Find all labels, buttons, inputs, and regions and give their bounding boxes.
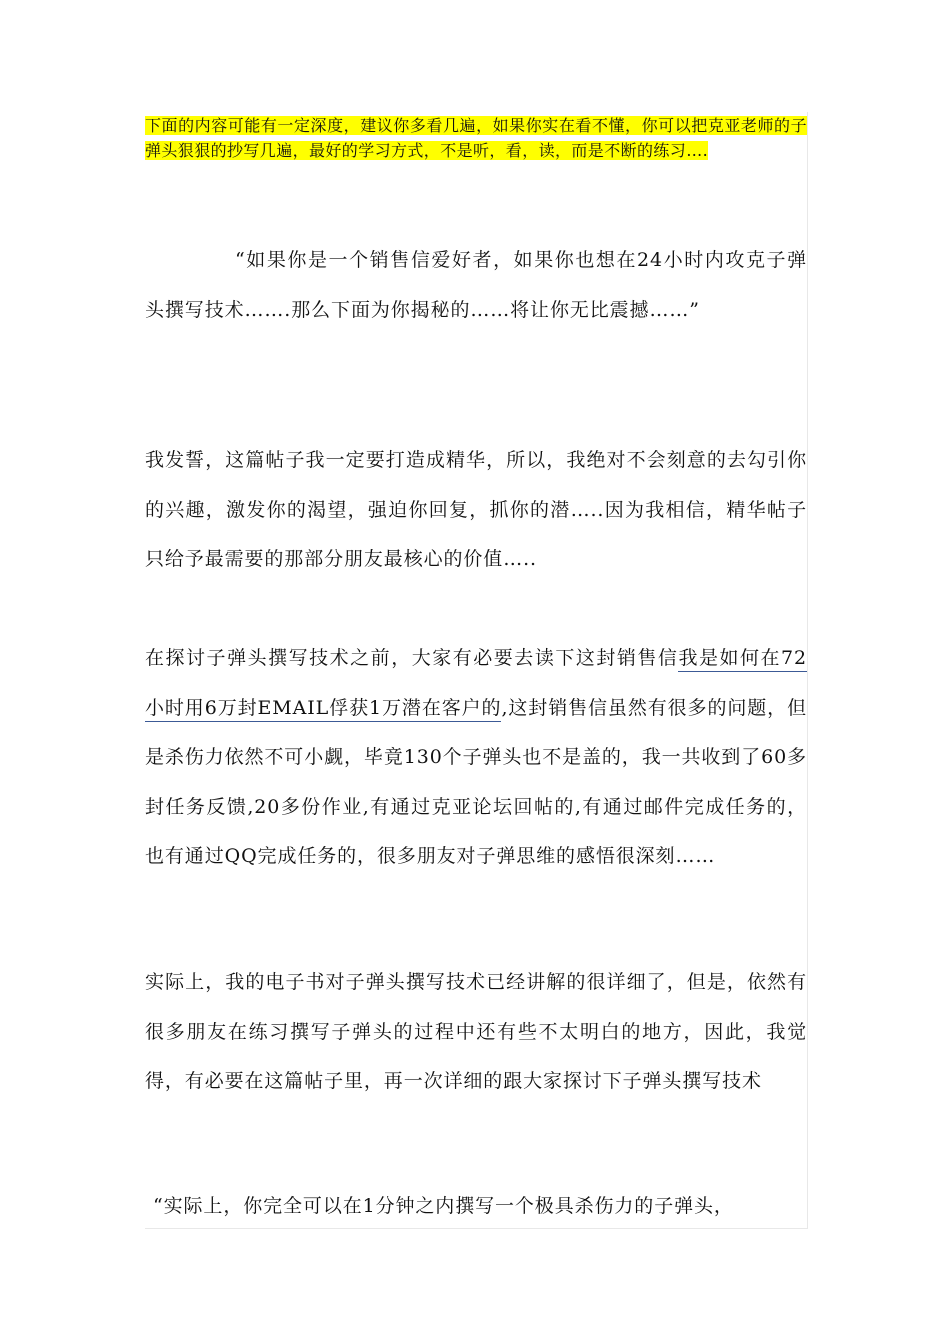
quote-paragraph: “如果你是一个销售信爱好者，如果你也想在24小时内攻克子弹头撰写技术…….那么下面为你揭秘的……将让你无比震撼……” (145, 249, 807, 321)
closing-quote-line: “实际上，你完全可以在1分钟之内撰写一个极具杀伤力的子弹头， (153, 1195, 734, 1217)
sales-letter-lead: 在探讨子弹头撰写技术之前，大家有必要去读下这封销售信 (145, 647, 679, 669)
sales-letter-rest: ,这封销售信虽然有很多的问题，但是杀伤力依然不可小觑，毕竟130个子弹头也不是盖的，我一共收到了60多封任务反馈,20多份作业,有通过克亚论坛回帖的,有通过邮件完成任务的，也有通过QQ完成任务的，很多朋友对子弹思维的感悟很深刻…… (145, 696, 807, 867)
sales-letter-link[interactable]: 我是如何在72小时用6万封EMAIL俘获1万潜在客户的 (145, 647, 807, 722)
highlighted-note (145, 114, 807, 163)
sales-letter-paragraph (145, 634, 807, 882)
vow-paragraph: 我发誓，这篇帖子我一定要打造成精华，所以，我绝对不会刻意的去勾引你的兴趣，激发你的渴望，强迫你回复，抓你的潜…..因为我相信，精华帖子只给予最需要的那部分朋友最核心的价值….. (145, 449, 807, 570)
explanation-paragraph: 实际上，我的电子书对子弹头撰写技术已经讲解的很详细了，但是，依然有很多朋友在练习撰写子弹头的过程中还有些不太明白的地方，因此，我觉得，有必要在这篇帖子里，再一次详细的跟大家探讨下子弹头撰写技术 (145, 971, 807, 1092)
highlighted-note-text: 下面的内容可能有一定深度，建议你多看几遍，如果你实在看不懂，你可以把克亚老师的子弹头狠狠的抄写几遍，最好的学习方式，不是听，看，读，而是不断的练习…. (145, 116, 807, 160)
